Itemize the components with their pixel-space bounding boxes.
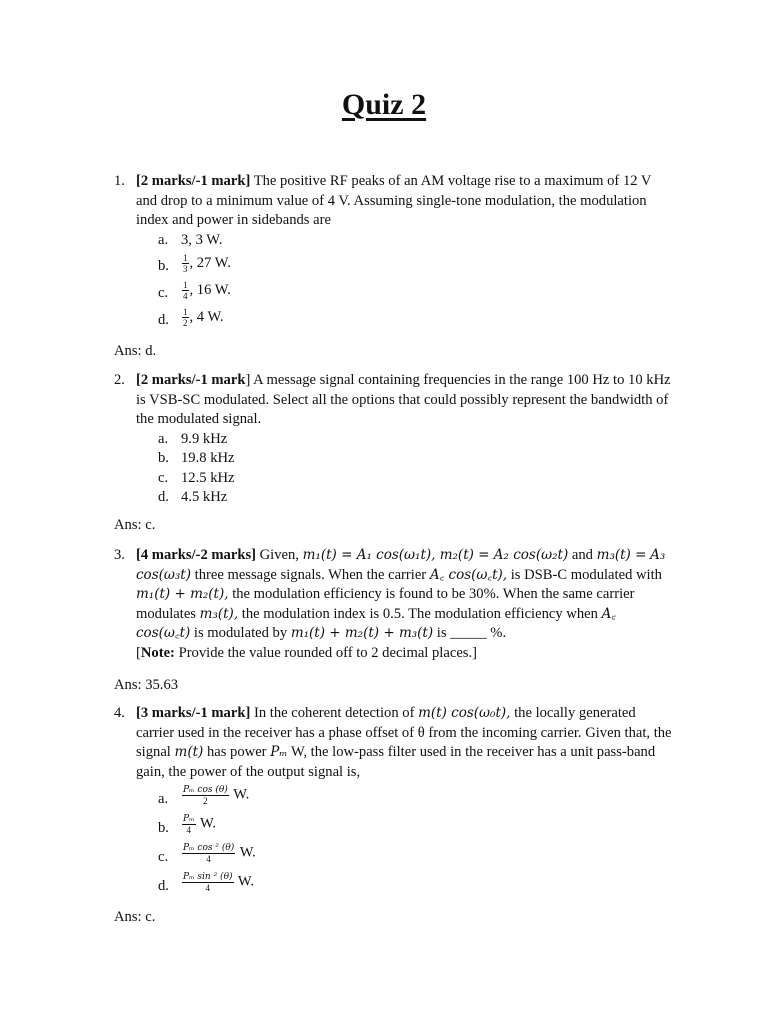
answer-2: Ans: c. bbox=[114, 517, 156, 533]
fraction: $\frac{\text{Pₘ cos ² (θ)}}{4}$ bbox=[183, 843, 235, 864]
question-4 bbox=[114, 704, 674, 900]
answer-1: Ans: d. bbox=[114, 343, 157, 359]
option-d: d. $\frac{1}{2}$ , 4 W. bbox=[158, 306, 224, 328]
options-list bbox=[158, 430, 674, 508]
equation: m₁(t) + m₂(t), bbox=[136, 586, 229, 602]
equation: A꜀ cos(ω꜀t), bbox=[429, 566, 508, 583]
fraction: $\frac{\text{Pₘ sin ² (θ)}}{4}$ bbox=[183, 872, 233, 893]
option-b: b. $\frac{1}{3}$ , 27 W. bbox=[158, 252, 231, 274]
question-text bbox=[136, 371, 674, 430]
option-c: c. $\frac{\text{Pₘ cos ² (θ)}}{4}$ W. bbox=[158, 843, 256, 865]
fraction: $\frac{\text{Pₘ}}{4}$ bbox=[183, 814, 195, 835]
option-a: a. 3, 3 W. bbox=[158, 231, 223, 248]
fraction: $\frac{\text{Pₘ cos (θ)}}{2}$ bbox=[183, 785, 228, 806]
question-2 bbox=[114, 371, 674, 508]
answer-4: Ans: c. bbox=[114, 909, 156, 925]
question-1 bbox=[114, 172, 674, 334]
question-number: 1. bbox=[114, 173, 125, 189]
options-list bbox=[158, 231, 674, 334]
equation: Pₘ bbox=[270, 744, 288, 760]
option-b: b. $\frac{\text{Pₘ}}{4}$ W. bbox=[158, 814, 217, 836]
option-d: d. 4.5 kHz bbox=[158, 489, 228, 505]
option-d: d. $\frac{\text{Pₘ sin ² (θ)}}{4}$ W. bbox=[158, 872, 254, 894]
question-text: [4 marks/-2 marks] Given, m₁(t) = A₁ cos(ω₁t), m₂(t) = A₂ cos(ω₂t) and m₃(t) = A₃ cos(ω₃t) three message signals. When the carrier A꜀ cos(ω꜀t), is DSB-C modulated with m₁(t) + m₂(t), the modulation efficiency is found to be 30%. When the same carrier modulates m₃(t), the modulation index is 0.5. The modulation efficiency when A꜀ cos(ω꜀t) is modulated by m₁(t) + m₂(t) + m₃(t) is _____ %. [Note: Provide the value rounded off to 2 decimal places.] bbox=[136, 546, 674, 663]
equation: m₁(t) + m₂(t) + m₃(t) bbox=[290, 625, 434, 641]
equation: m₁(t) = A₁ cos(ω₁t), m₂(t) = A₂ cos(ω₂t) bbox=[302, 547, 569, 563]
question-number: 3. bbox=[114, 547, 125, 563]
equation: A₃ cos(ω₃t) bbox=[136, 547, 666, 583]
question-text bbox=[136, 172, 674, 231]
equation: m(t) bbox=[174, 744, 204, 760]
fraction: $\frac{1}{2}$ bbox=[183, 306, 188, 328]
option-c: c. 12.5 kHz bbox=[158, 469, 235, 486]
equation: m(t) cos(ω₀t), bbox=[418, 705, 511, 721]
fraction: $\frac{1}{4}$ bbox=[183, 279, 188, 301]
fraction: $\frac{1}{3}$ bbox=[183, 252, 188, 274]
question-body: ] A message signal containing frequencies in the range 100 Hz to 10 kHz is VSB-SC modulated. Select all the options that could possibly represent the bandwidth of the modulated signal. bbox=[136, 372, 671, 427]
option-c: c. $\frac{1}{4}$ , 16 W. bbox=[158, 279, 231, 301]
question-number: 2. bbox=[114, 372, 125, 388]
note: [Note: Provide the value rounded off to 2 decimal places.] bbox=[136, 644, 477, 661]
question-3 bbox=[114, 546, 674, 663]
page-title: Quiz 2 bbox=[341, 88, 427, 121]
marks-label: [2 marks/-1 mark bbox=[136, 372, 246, 388]
option-a: a. $\frac{\text{Pₘ cos (θ)}}{2}$ W. bbox=[158, 785, 250, 807]
marks-label: [2 marks/-1 mark] bbox=[136, 173, 251, 189]
option-b: b. 19.8 kHz bbox=[158, 450, 235, 466]
question-number: 4. bbox=[114, 705, 125, 721]
question-text: [3 marks/-1 mark] In the coherent detection of m(t) cos(ω₀t), the locally generated carrier used in the receiver has a phase offset of θ from the incoming carrier. Given that, the signal m(t) has power Pₘ W, the low-pass filter used in the receiver has a unit pass-band gain, the power of the output signal is, bbox=[136, 705, 672, 780]
marks-label: [3 marks/-1 mark] bbox=[136, 705, 251, 721]
equation: A꜀ cos(ω꜀t) bbox=[136, 605, 616, 641]
equation: m₃(t) = bbox=[596, 547, 647, 563]
option-a: a. 9.9 kHz bbox=[158, 430, 228, 447]
equation: m₃(t), bbox=[199, 605, 239, 622]
question-body: The positive RF peaks of an AM voltage rise to a maximum of 12 V and drop to a minimum value of 4 V. Assuming single-tone modulation, the modulation index and power in sidebands are bbox=[136, 173, 652, 228]
answer-3: Ans: 35.63 bbox=[114, 677, 179, 693]
options-list bbox=[158, 784, 674, 900]
marks-label: [4 marks/-2 marks] bbox=[136, 547, 256, 563]
